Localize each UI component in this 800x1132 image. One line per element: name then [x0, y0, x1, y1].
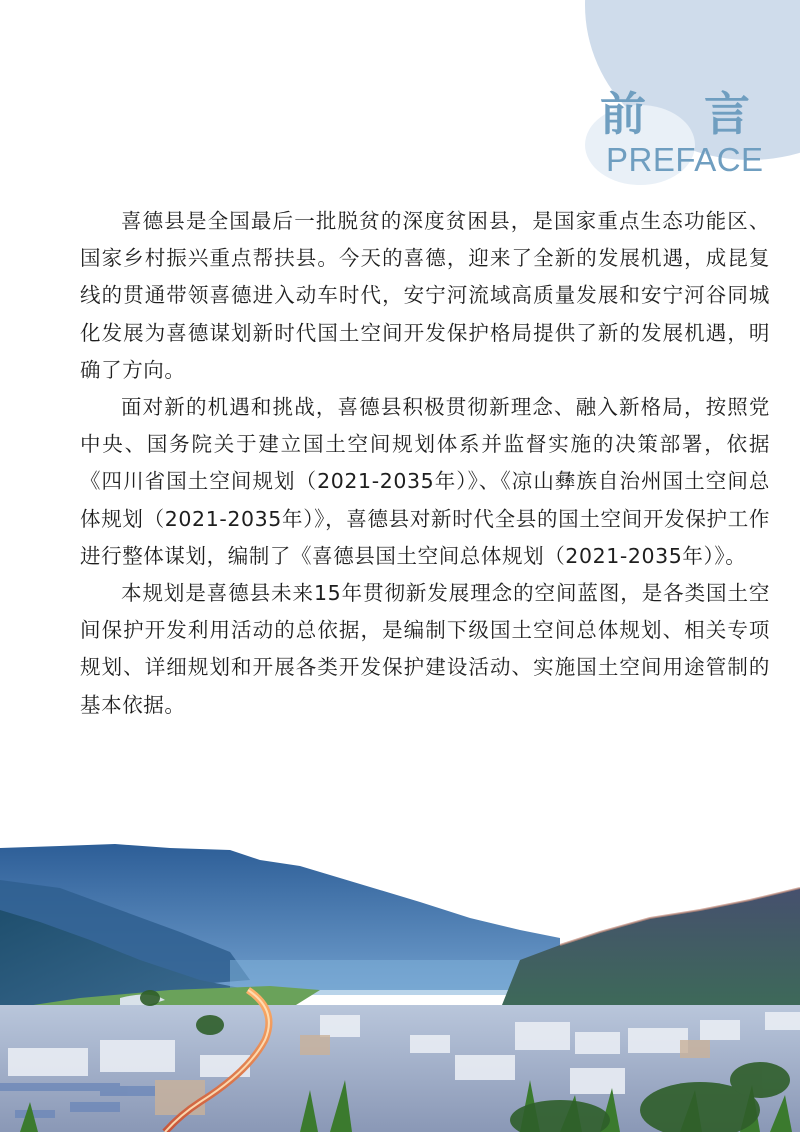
paragraph-3: 本规划是喜德县未来15年贯彻新发展理念的空间蓝图，是各类国土空间保护开发利用活动的总依据，是编制下级国土空间总体规划、相关专项规划、详细规划和开展各类开发保护建设活动、实施国土空间用途管制的基本依据。 — [80, 581, 770, 717]
landscape-illustration — [0, 840, 800, 1132]
paragraph-2: 面对新的机遇和挑战，喜德县积极贯彻新理念、融入新格局，按照党中央、国务院关于建立国土空间规划体系并监督实施的决策部署，依据《四川省国土空间规划（2021-2035年）》、《凉山彝族自治州国土空间总体规划（2021-2035年）》，喜德县对新时代全县的国土空间开发保护工作进行整体谋划，编制了《喜德县国土空间总体规划（2021-2035年）》。 — [80, 395, 770, 568]
preface-body — [80, 203, 770, 724]
title-char-1: 前 — [600, 87, 646, 141]
paragraph-1: 喜德县是全国最后一批脱贫的深度贫困县，是国家重点生态功能区、国家乡村振兴重点帮扶县。今天的喜德，迎来了全新的发展机遇，成昆复线的贯通带领喜德进入动车时代，安宁河流域高质量发展和安宁河谷同城化发展为喜德谋划新时代国土空间开发保护格局提供了新的发展机遇，明确了方向。 — [80, 209, 770, 382]
page-title-cn — [600, 88, 750, 140]
title-char-2: 言 — [704, 87, 750, 141]
page-title-en: PREFACE — [606, 141, 764, 178]
town-landscape-photo — [0, 840, 800, 1132]
